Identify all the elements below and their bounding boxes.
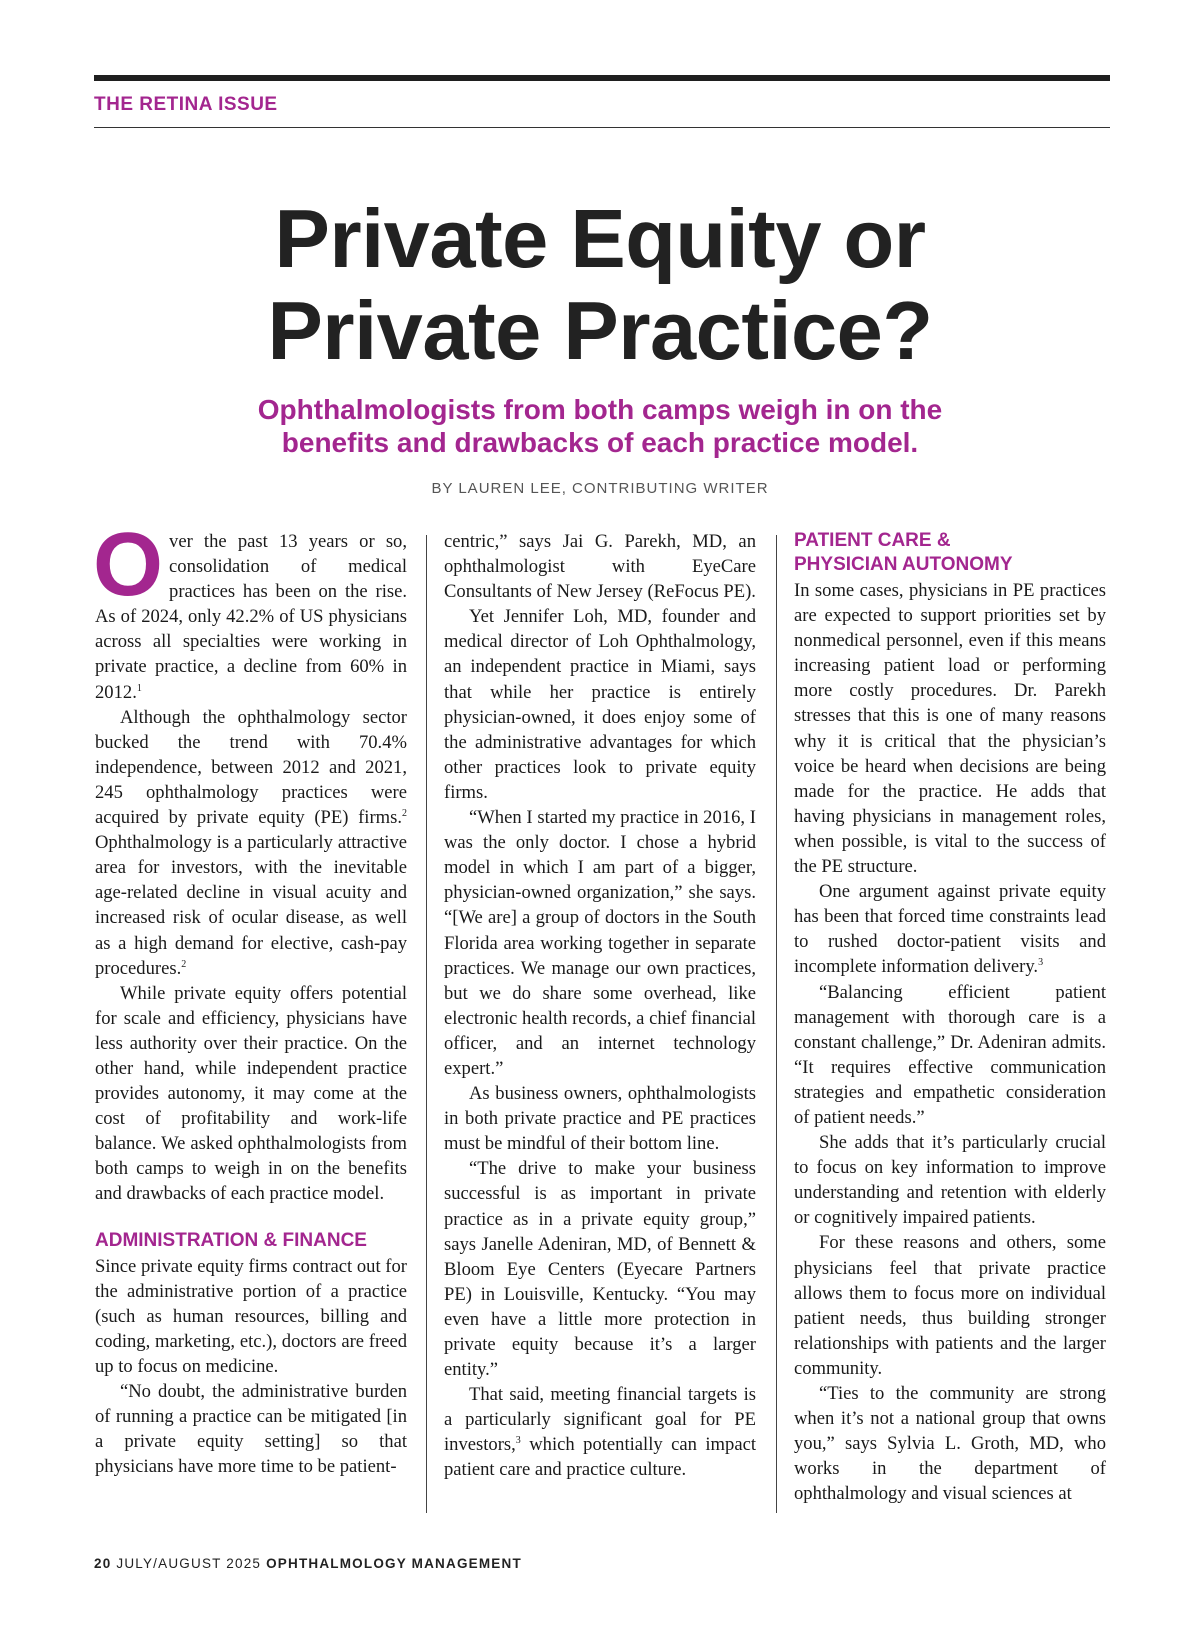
page-footer [94,1556,522,1571]
reference-superscript: 3 [515,1435,521,1447]
deck-line: Ophthalmologists from both camps weigh in on the [257,394,943,425]
paragraph: While private equity offers potential for scale and efficiency, physicians have less authority over their practice. On the other hand, while independent practice provides autonomy, it may come at the cost of profitability and work-life balance. We asked ophthalmologists from both camps to weigh in on the benefits and drawbacks of each practice model. [95,982,407,1205]
issue-date: JULY/AUGUST 2025 [116,1556,262,1571]
reference-superscript: 2 [181,958,187,970]
paragraph: centric,” says Jai G. Parekh, MD, an ophthalmologist with EyeCare Consultants of New Jersey (ReFocus PE). [444,531,756,603]
paragraph: That said, meeting financial targets is a particularly significant goal for PE investors,$^3$ which potentially can impact patient care and practice culture. [444,1384,756,1481]
subhead-administration: ADMINISTRATION & FINANCE [95,1229,367,1251]
column-divider [426,535,427,1513]
paragraph: “When I started my practice in 2016, I was the only doctor. I chose a hybrid model in which I am part of a bigger, physician-owned organization,” she says. “[We are] a group of doctors in the South Florida area working together in separate practices. We manage our own practices, but we do share some overhead, like electronic health records, a chief financial officer, and an internet technology expert.” [444,807,756,1079]
drop-cap: O [93,515,164,615]
deck-line: benefits and drawbacks of each practice model. [281,427,919,458]
column-1 [93,515,407,1479]
paragraph: For these reasons and others, some physicians feel that private practice allows them to focus more on individual patient needs, thus building stronger relationships with patients and the larger community. [794,1232,1106,1379]
paragraph: As business owners, ophthalmologists in both private practice and PE practices must be mindful of their bottom line. [444,1083,756,1155]
paragraph: “Ties to the community are strong when it’s not a national group that owns you,” says Sylvia L. Groth, MD, who works in the department of ophthalmology and visual sciences at [794,1383,1106,1505]
article-deck [0,393,1200,459]
paragraph: Over the past 13 years or so, consolidation of medical practices has been on the rise. As of 2024, only 42.2% of US physicians across all specialties were working in private practice, a decline from 60% in 2012.$^1$ [93,515,407,703]
column-2 [444,529,756,1483]
paragraph: “The drive to make your business successful is as important in private practice as in a private equity group,” says Janelle Adeniran, MD, of Bennett & Bloom Eye Centers (Eyecare Partners PE) in Louisville, Kentucky. “You may even have a little more protection in private equity because it’s a larger entity.” [444,1158,756,1381]
page-number: 20 [94,1556,112,1571]
paragraph: Yet Jennifer Loh, MD, founder and medical director of Loh Ophthalmology, an independent practice in Miami, says that while her practice is entirely physician-owned, it does enjoy some of the administrative advantages for which other practices look to private equity firms. [444,606,756,803]
subhead-patient-care: PATIENT CARE & PHYSICIAN AUTONOMY [794,530,1013,575]
paragraph: She adds that it’s particularly crucial to focus on key information to improve understanding and retention with elderly or cognitively impaired patients. [794,1132,1106,1229]
section-divider [94,127,1110,128]
column-3 [794,529,1106,1506]
headline-line: Private Practice? [267,284,933,377]
paragraph: “Balancing efficient patient management with thorough care is a constant challenge,” Dr. Adeniran admits. “It requires effective communication strategies and empathetic consideration of patient needs.” [794,981,1106,1128]
magazine-name: OPHTHALMOLOGY MANAGEMENT [266,1556,522,1571]
paragraph: Since private equity firms contract out for the administrative portion of a practice (such as human resources, billing and coding, marketing, etc.), doctors are freed up to focus on medicine. [95,1255,407,1377]
paragraph: In some cases, physicians in PE practices are expected to support priorities set by nonmedical personnel, even if this means increasing patient load or performing more costly procedures. Dr. Parekh stresses that this is one of many reasons why it is critical that the physician’s voice be heard when decisions are being made for the practice. He adds that having physicians in management roles, when possible, is vital to the success of the PE structure. [794,580,1106,878]
headline-line: Private Equity or [274,192,926,285]
top-rule [94,75,1110,81]
reference-superscript: 1 [136,682,142,694]
paragraph: One argument against private equity has been that forced time constraints lead to rushed doctor-patient visits and incomplete information delivery.$^3$ [794,881,1106,978]
article-headline [0,193,1200,377]
reference-superscript: 2 [402,808,407,820]
paragraph: “No doubt, the administrative burden of running a practice can be mitigated [in a private equity setting] so that physicians have more time to be patient- [95,1381,407,1478]
paragraph: Although the ophthalmology sector bucked the trend with 70.4% independence, between 2012 and 2021, 245 ophthalmology practices were acquired by private equity (PE) firms.$^2$ Ophthalmology is a particularly attractive area for investors, with the inevitable age-related decline in visual acuity and increased risk of ocular disease, as well as a high demand for elective, cash-pay procedures.$^2$ [95,706,407,979]
section-label: THE RETINA ISSUE [94,94,278,115]
column-divider [776,535,777,1513]
reference-superscript: 3 [1038,957,1044,969]
byline: BY LAUREN LEE, CONTRIBUTING WRITER [431,480,769,497]
